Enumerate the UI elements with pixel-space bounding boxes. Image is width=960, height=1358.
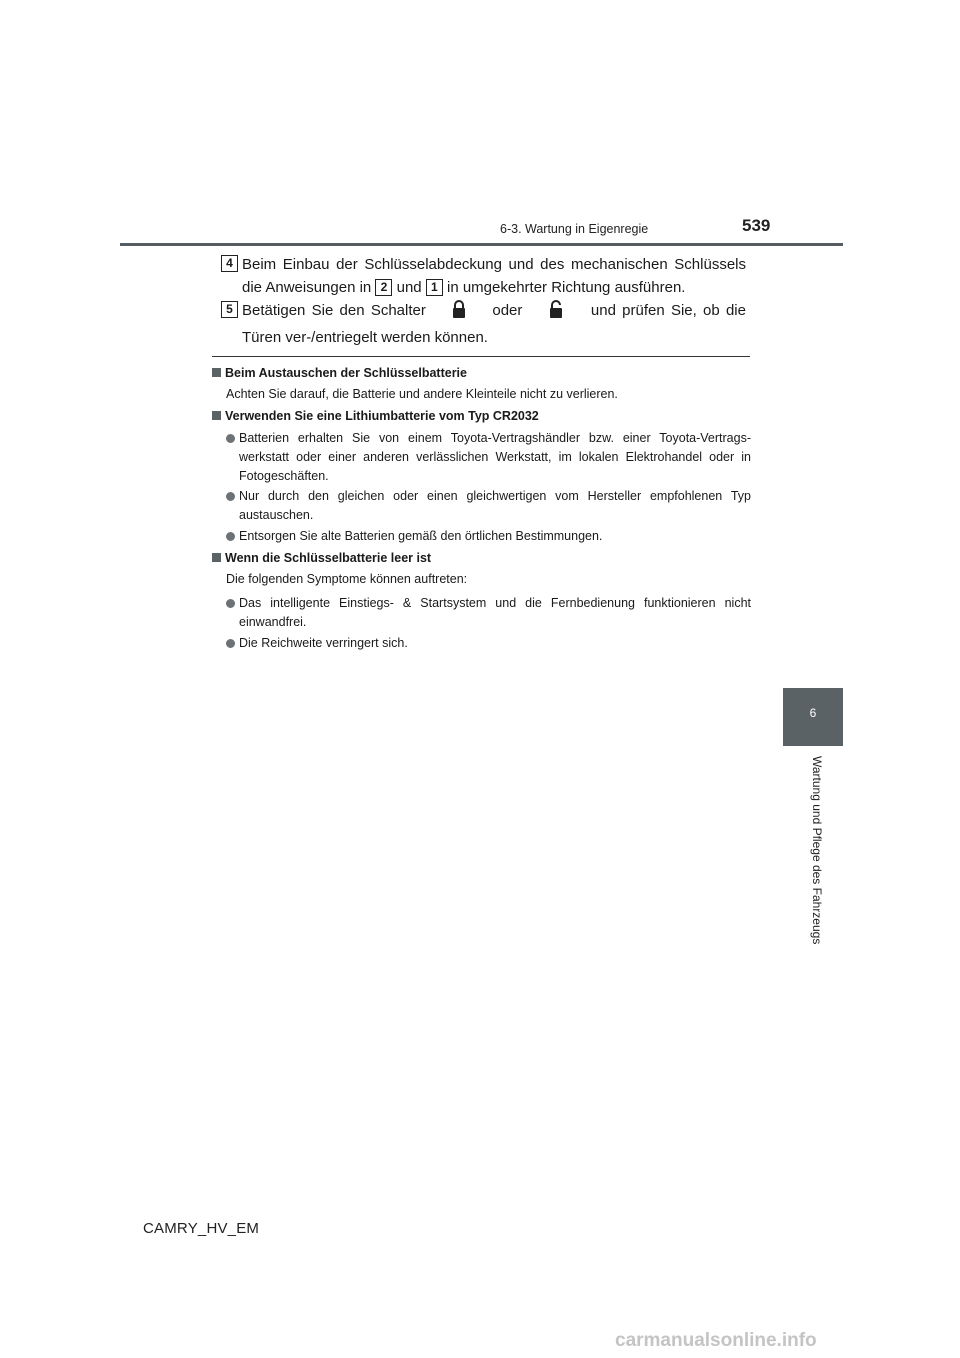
- step-text-part: in umgekehrter Richtung ausführen.: [446, 279, 686, 296]
- watermark: carmanualsonline.info: [615, 1330, 817, 1351]
- step-text: [242, 299, 746, 349]
- round-bullet-icon: [226, 639, 235, 648]
- round-bullet-icon: [226, 532, 235, 541]
- note-heading: [212, 409, 539, 423]
- list-item: [226, 594, 751, 632]
- list-item: [226, 429, 751, 486]
- step-text-part: Beim Einbau der Schlüsselabdeckung und des mechanischen Schlüssels die Anweisungen in: [242, 256, 746, 296]
- step-number: 4: [221, 255, 238, 272]
- list-item: [226, 527, 751, 546]
- list-item-text: Nur durch den gleichen oder einen gleichwertigen vom Hersteller empfohlenen Typ austauschen.: [239, 489, 751, 522]
- note-heading-text: Verwenden Sie eine Lithiumbatterie vom Typ CR2032: [225, 409, 539, 423]
- step-text-part: Betätigen Sie den Schalter: [242, 302, 426, 319]
- note-heading: [212, 551, 431, 565]
- round-bullet-icon: [226, 434, 235, 443]
- note-body: Achten Sie darauf, die Batterie und andere Kleinteile nicht zu verlieren.: [226, 387, 618, 401]
- step-text-part: und prüfen Sie, ob die Türen ver-/entriegelt werden können.: [242, 302, 746, 346]
- header-section-title: 6-3. Wartung in Eigenregie: [500, 222, 649, 236]
- square-bullet-icon: [212, 553, 221, 562]
- section-divider: [212, 356, 750, 357]
- unlock-icon: [549, 299, 565, 326]
- step-reference: 2: [375, 279, 392, 296]
- note-heading-text: Wenn die Schlüsselbatterie leer ist: [225, 551, 432, 565]
- header-rule: [120, 243, 843, 246]
- lock-icon: [452, 299, 466, 326]
- step-text-part: oder: [492, 302, 523, 319]
- step-reference: 1: [426, 279, 443, 296]
- note-body: Die folgenden Symptome können auftreten:: [226, 572, 468, 586]
- list-item-text: Die Reichweite verringert sich.: [239, 636, 408, 650]
- note-heading-text: Beim Austauschen der Schlüsselbatterie: [225, 366, 467, 380]
- round-bullet-icon: [226, 599, 235, 608]
- chapter-title: Wartung und Pflege des Fahrzeugs: [810, 756, 824, 945]
- list-item: [226, 634, 751, 653]
- chapter-tab: [783, 688, 843, 746]
- list-item: [226, 487, 751, 525]
- note-heading: [212, 366, 467, 380]
- square-bullet-icon: [212, 368, 221, 377]
- round-bullet-icon: [226, 492, 235, 501]
- page-number: 539: [742, 216, 771, 235]
- square-bullet-icon: [212, 411, 221, 420]
- list-item-text: Batterien erhalten Sie von einem Toyota-Vertragshändler bzw. einer Toyota-Vertrags-werkstatt oder einer anderen verlässlichen Werkstatt, im lokalen Elektrohandel oder in Fotogeschäften.: [239, 431, 751, 483]
- footer-model-code: CAMRY_HV_EM: [143, 1220, 260, 1237]
- step-number: 5: [221, 301, 238, 318]
- step-text-part: und: [396, 279, 422, 296]
- step-text: [242, 253, 746, 299]
- list-item-text: Das intelligente Einstiegs- & Startsystem und die Fernbedienung funktionieren nicht einwandfrei.: [239, 596, 751, 629]
- list-item-text: Entsorgen Sie alte Batterien gemäß den örtlichen Bestimmungen.: [239, 529, 603, 543]
- chapter-number: 6: [809, 706, 817, 720]
